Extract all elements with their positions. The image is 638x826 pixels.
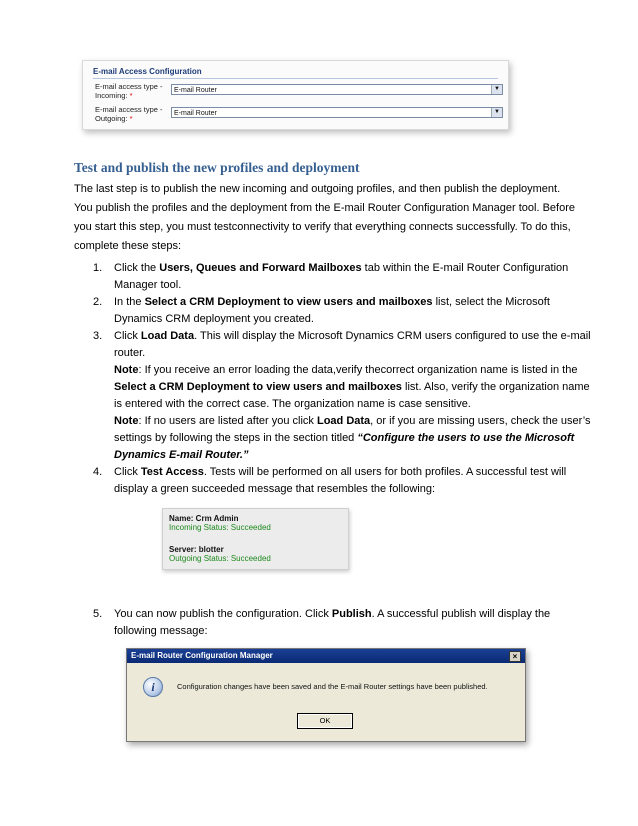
incoming-label xyxy=(95,82,163,100)
ok-button[interactable]: OK xyxy=(297,713,353,729)
incoming-access-select[interactable] xyxy=(171,84,503,95)
note-text: is entered with the correct case. The organization name is case sensitive. xyxy=(114,398,471,410)
intro-line: The last step is to publish the new incoming and outgoing profiles, and then publish the deployment. xyxy=(74,183,561,195)
incoming-label-line2: Incoming: xyxy=(95,91,128,100)
intro-paragraph xyxy=(74,180,575,256)
step-text: . This will display the Microsoft Dynamics CRM users configured to use the e-mail xyxy=(194,330,591,342)
step-number: 2. xyxy=(93,296,103,308)
email-access-configuration-screenshot xyxy=(82,60,509,130)
step-text: . Tests will be performed on all users for both profiles. A successful test will xyxy=(203,466,567,478)
step-text: display a green succeeded message that resembles the following: xyxy=(114,483,436,495)
dialog-title-bar xyxy=(127,649,525,663)
incoming-status: Incoming Status: Succeeded xyxy=(169,523,271,532)
outgoing-label-line1: E-mail access type - xyxy=(95,105,163,114)
outgoing-access-value: E-mail Router xyxy=(174,110,217,117)
step-2 xyxy=(114,294,554,328)
ui-term: Select a CRM Deployment to view users and mailboxes xyxy=(114,381,402,393)
step-text: list, select the Microsoft xyxy=(432,296,550,308)
note-text: list. Also, verify the organization name xyxy=(401,381,590,393)
incoming-access-value: E-mail Router xyxy=(174,87,217,94)
info-icon: i xyxy=(143,677,163,697)
step-text: tab within the E-mail Router Configuration xyxy=(361,262,569,274)
server-line: Server: blotter xyxy=(169,545,224,554)
note-text: : If you receive an error loading the data,verify thecorrect organization name is listed in the xyxy=(138,364,578,376)
step-number: 4. xyxy=(93,466,103,478)
step-number: 5. xyxy=(93,608,103,620)
incoming-label-line1: E-mail access type - xyxy=(95,82,163,91)
step-text: Click xyxy=(114,466,141,478)
step-5 xyxy=(114,606,554,640)
intro-line: You publish the profiles and the deployment from the E-mail Router Configuration Manager tool. Before xyxy=(74,202,575,214)
step-text: Dynamics CRM deployment you created. xyxy=(114,313,314,325)
step-text: following message: xyxy=(114,625,208,637)
step-text: . A successful publish will display the xyxy=(371,608,551,620)
step-1 xyxy=(114,260,569,294)
note-label: Note xyxy=(114,415,139,427)
step-number: 3. xyxy=(93,330,103,342)
dialog-message: Configuration changes have been saved and the E-mail Router settings have been published. xyxy=(177,682,488,691)
ui-term: Test Access xyxy=(140,466,204,478)
dialog-title: E-mail Router Configuration Manager xyxy=(131,651,273,660)
section-reference: Dynamics E-mail Router.” xyxy=(114,449,249,461)
required-mark: * xyxy=(129,91,133,100)
intro-line: complete these steps: xyxy=(74,240,182,252)
dropdown-arrow-icon[interactable]: ▼ xyxy=(491,85,502,94)
note-text: , or if you are missing users, check the user’s xyxy=(370,415,591,427)
step-text: router. xyxy=(114,347,146,359)
dropdown-arrow-icon[interactable]: ▼ xyxy=(491,108,502,117)
section-reference: “Configure the users to use the Microsoft xyxy=(357,432,575,444)
step-4 xyxy=(114,464,567,498)
outgoing-access-select[interactable] xyxy=(171,107,503,118)
step-text: Click the xyxy=(114,262,160,274)
step-text: Manager tool. xyxy=(114,279,182,291)
note-text: settings by following the steps in the section titled xyxy=(114,432,358,444)
ui-term: Select a CRM Deployment to view users and mailboxes xyxy=(144,296,433,308)
config-divider xyxy=(93,78,498,79)
test-results-screenshot xyxy=(162,508,349,570)
intro-line: you start this step, you must testconnectivity to verify that everything connects successfully. To do this, xyxy=(74,221,571,233)
section-heading: Test and publish the new profiles and deployment xyxy=(74,160,360,175)
step-text: In the xyxy=(114,296,145,308)
ui-term: Load Data xyxy=(316,415,371,427)
note-text: : If no users are listed after you click xyxy=(138,415,317,427)
step-text: Click xyxy=(114,330,141,342)
step-3 xyxy=(114,328,591,464)
step-text: You can now publish the configuration. Click xyxy=(114,608,332,620)
outgoing-label-line2: Outgoing: xyxy=(95,114,128,123)
publish-success-dialog xyxy=(126,648,526,742)
ui-term: Users, Queues and Forward Mailboxes xyxy=(159,262,362,274)
note-label: Note xyxy=(114,364,139,376)
user-name-line: Name: Crm Admin xyxy=(169,514,239,523)
ui-term: Load Data xyxy=(140,330,195,342)
required-mark: * xyxy=(129,114,133,123)
step-number: 1. xyxy=(93,262,103,274)
outgoing-label xyxy=(95,105,163,123)
outgoing-status: Outgoing Status: Succeeded xyxy=(169,554,271,563)
config-header: E-mail Access Configuration xyxy=(93,67,202,76)
close-icon[interactable]: × xyxy=(509,651,521,662)
ui-term: Publish xyxy=(331,608,372,620)
